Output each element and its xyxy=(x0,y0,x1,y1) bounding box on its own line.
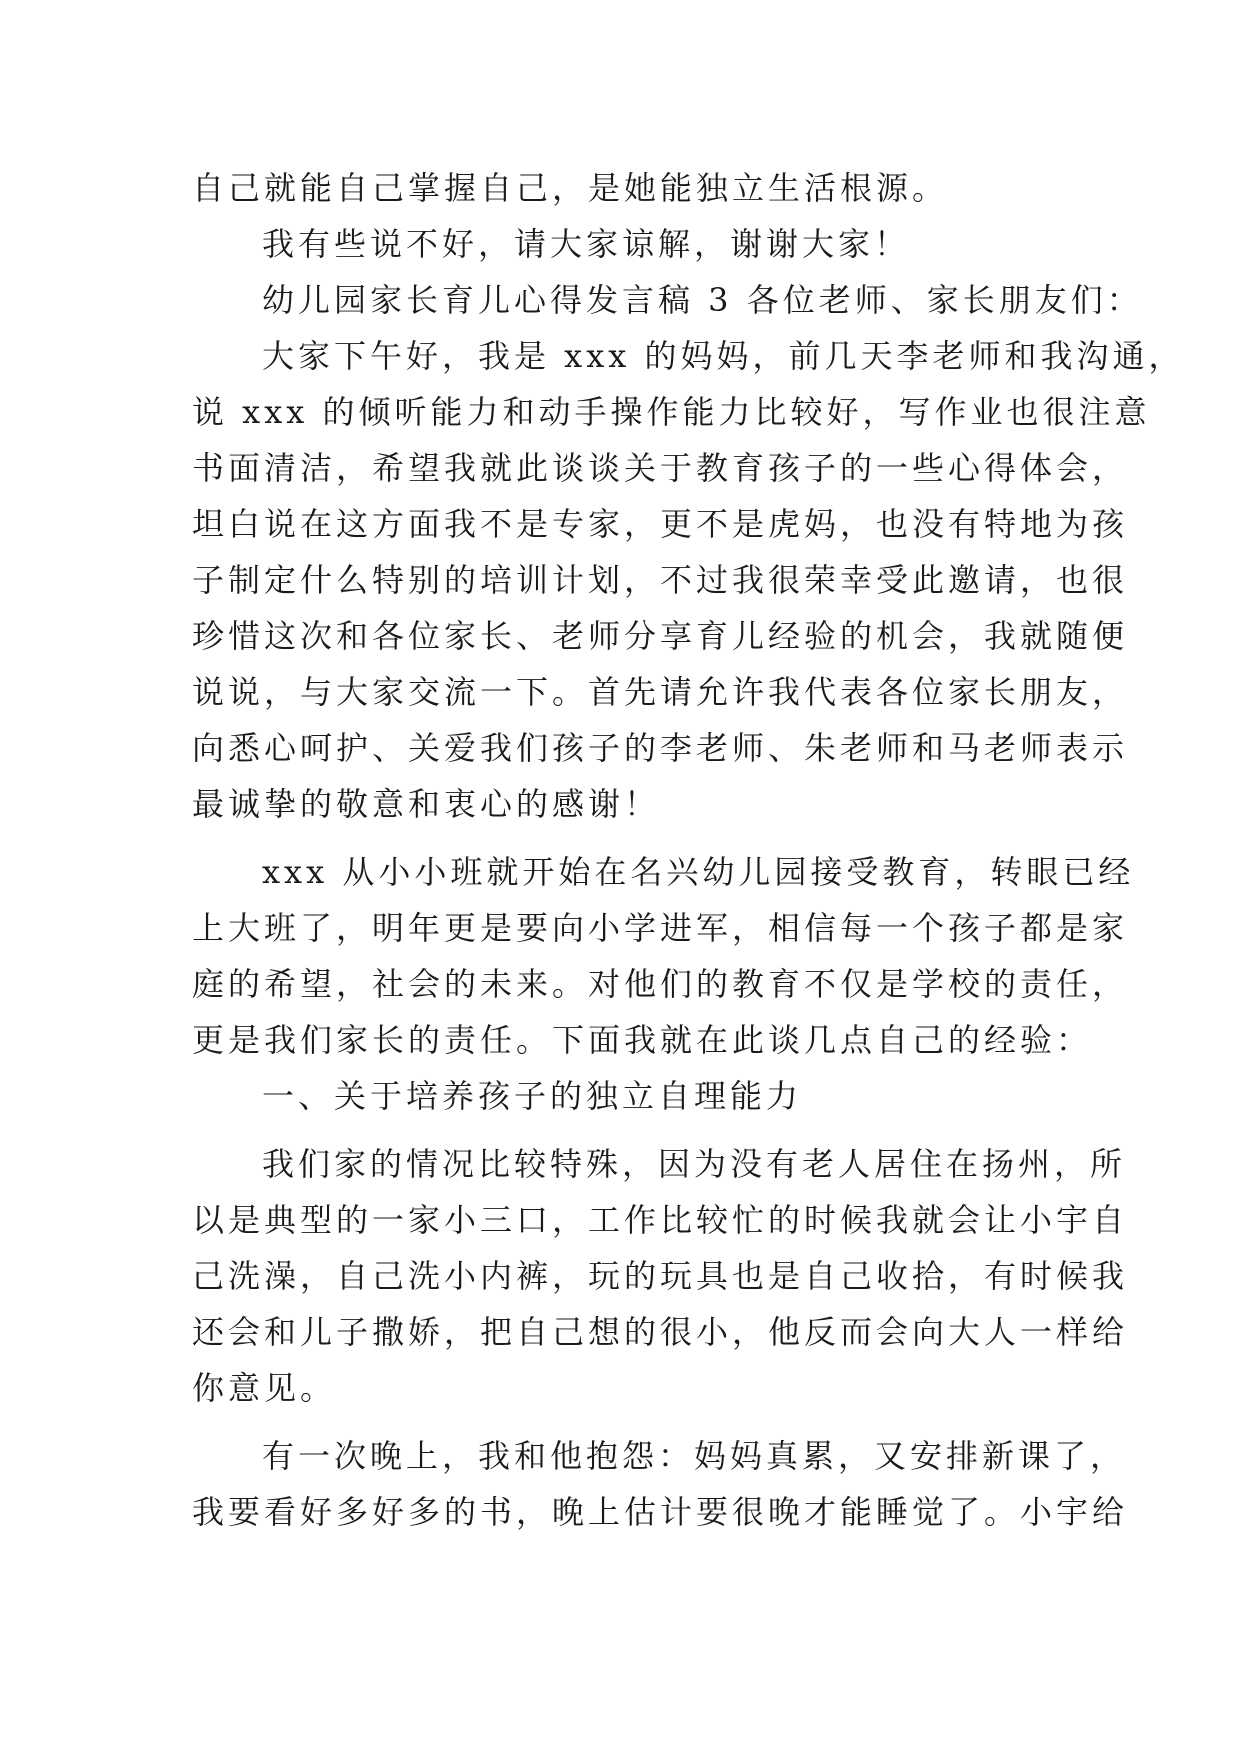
text-line: 己洗澡，自己洗小内裤，玩的玩具也是自己收拾，有时候我 xyxy=(192,1257,1129,1295)
text-line: 说说，与大家交流一下。首先请允许我代表各位家长朋友， xyxy=(192,673,1129,711)
text-line: 大家下午好，我是 xxx 的妈妈，前几天李老师和我沟通， xyxy=(262,337,1185,375)
document-body xyxy=(192,160,1185,1540)
text-line: 以是典型的一家小三口，工作比较忙的时候我就会让小宇自 xyxy=(192,1201,1129,1239)
text-line: 子制定什么特别的培训计划，不过我很荣幸受此邀请，也很 xyxy=(192,561,1129,599)
text-line: 更是我们家长的责任。下面我就在此谈几点自己的经验： xyxy=(192,1021,1093,1059)
text-line: 说 xxx 的倾听能力和动手操作能力比较好，写作业也很注意 xyxy=(192,393,1151,431)
text-line: 幼儿园家长育儿心得发言稿 3 各位老师、家长朋友们： xyxy=(262,281,1143,319)
text-line: 向悉心呵护、关爱我们孩子的李老师、朱老师和马老师表示 xyxy=(192,729,1129,767)
text-line: 还会和儿子撒娇，把自己想的很小，他反而会向大人一样给 xyxy=(192,1313,1129,1351)
text-line: 我要看好多好多的书，晚上估计要很晚才能睡觉了。小宇给 xyxy=(192,1493,1129,1531)
text-line: 庭的希望，社会的未来。对他们的教育不仅是学校的责任， xyxy=(192,965,1129,1003)
text-line: 书面清洁，希望我就此谈谈关于教育孩子的一些心得体会， xyxy=(192,449,1129,487)
text-line: 我们家的情况比较特殊，因为没有老人居住在扬州，所 xyxy=(262,1145,1127,1183)
text-line: 坦白说在这方面我不是专家，更不是虎妈，也没有特地为孩 xyxy=(192,505,1129,543)
text-line: 最诚挚的敬意和衷心的感谢！ xyxy=(192,785,661,823)
text-line: 我有些说不好，请大家谅解，谢谢大家！ xyxy=(262,225,911,263)
text-line: 有一次晚上，我和他抱怨：妈妈真累，又安排新课了， xyxy=(262,1437,1127,1475)
text-line: 珍惜这次和各位家长、老师分享育儿经验的机会，我就随便 xyxy=(192,617,1129,655)
section-heading: 一、关于培养孩子的独立自理能力 xyxy=(262,1077,803,1115)
text-line: 自己就能自己掌握自己，是她能独立生活根源。 xyxy=(192,169,949,207)
text-line: 上大班了，明年更是要向小学进军，相信每一个孩子都是家 xyxy=(192,909,1129,947)
text-line: 你意见。 xyxy=(192,1369,337,1407)
text-line: xxx 从小小班就开始在名兴幼儿园接受教育，转眼已经 xyxy=(262,853,1135,891)
